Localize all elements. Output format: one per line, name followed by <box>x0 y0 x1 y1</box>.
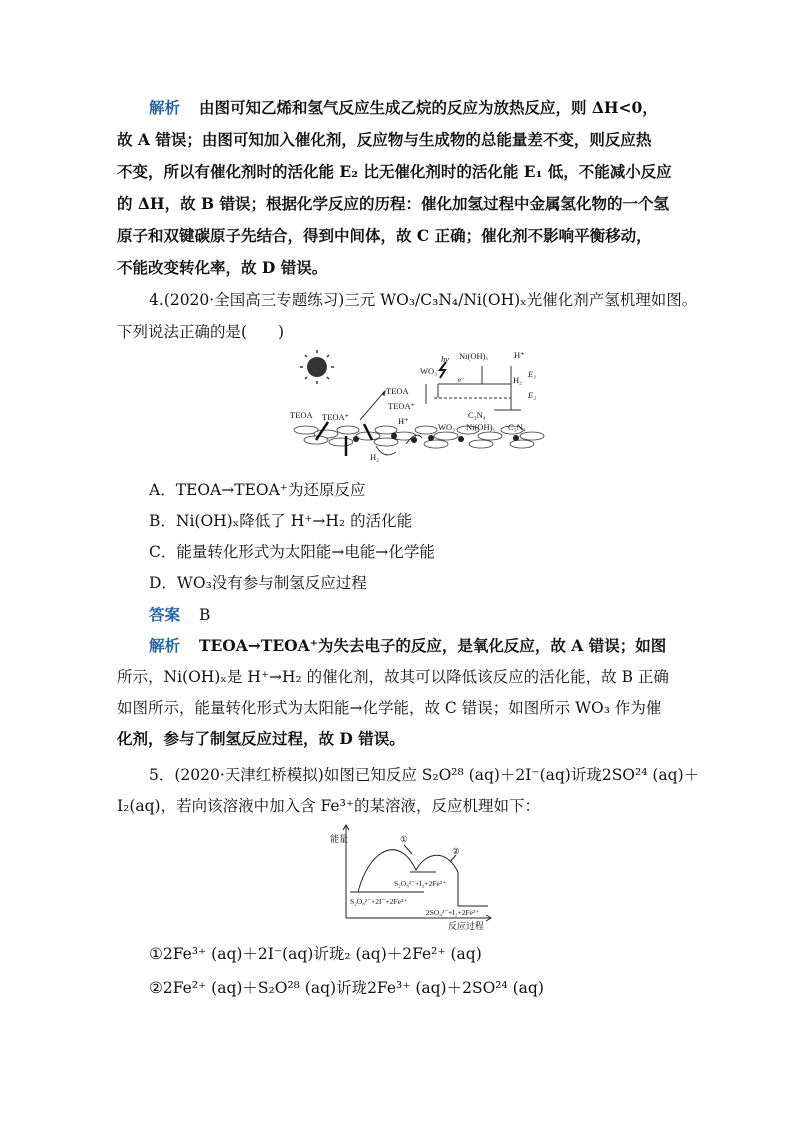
q4-analysis-line-1 <box>149 636 666 656</box>
q4-analysis-line-2: 所示，Ni(OH)ₓ是 H⁺→H₂ 的催化剂，故其可以降低该反应的活化能，故 B 正确 <box>117 668 669 686</box>
q4-analysis-line-3: 如图所示，能量转化形式为太阳能→化学能，故 C 错误；如图所示 WO₃ 作为催 <box>117 699 662 717</box>
c3n4-label-bottom: C₃N₄ <box>508 422 526 432</box>
q5-peak-1-label: ① <box>400 834 408 844</box>
q4-analysis-text-1: TEOA→TEOA⁺为失去电子的反应，是氧化反应，故 A 错误；如图 <box>198 636 667 655</box>
q4-answer-value: B <box>198 606 211 624</box>
h-plus-label-bottom: H⁺ <box>398 416 409 426</box>
q3-analysis-line-4: 的 ΔH，故 B 错误；根据化学反应的历程：催化加氢过程中金属氢化物的一个氢 <box>117 194 669 213</box>
q5-state-start: S₂O₈²⁻+2I⁻+2Fe³⁺ <box>350 897 408 906</box>
q5-stem-1: 5．(2020·天津红桥模拟)如图已知反应 S₂O²⁸ (aq)＋2I⁻(aq)䜣珑2SO²⁴ (aq)＋ <box>149 766 700 784</box>
q4-option-d: D．WO₃没有参与制氢反应过程 <box>149 574 367 592</box>
q4-option-b: B．Ni(OH)ₓ降低了 H⁺→H₂ 的活化能 <box>149 512 413 530</box>
teoa-plus-label-top: TEOA⁺ <box>388 401 416 411</box>
q3-analysis-line-5: 原子和双键碳原子先结合，得到中间体，故 C 正确；催化剂不影响平衡移动， <box>117 226 652 245</box>
q5-ylabel: 能量 <box>330 834 349 844</box>
h-plus-label-top: H⁺ <box>514 350 525 360</box>
sun-icon <box>300 350 334 384</box>
q4-analysis-label: 解析 <box>149 637 181 655</box>
q4-option-a: A．TEOA→TEOA⁺为还原反应 <box>149 481 366 499</box>
q5-state-mid: S₂O₈²⁻+I₂+2Fe²⁺ <box>394 879 447 888</box>
q3-analysis-line-1 <box>149 98 658 118</box>
q5-stem-2: I₂(aq)，若向该溶液中加入含 Fe³⁺的某溶液，反应机理如下： <box>117 797 540 815</box>
wo3-label-bottom: WO₃ <box>438 422 456 432</box>
q5-energy-figure <box>328 822 498 932</box>
c3n4-label-top: C₃N₄ <box>468 410 486 420</box>
q4-figure-photocatalyst <box>286 344 556 466</box>
q3-analysis-label: 解析 <box>149 99 181 117</box>
niohx-label-bottom: Ni(OH)ₓ <box>466 422 495 432</box>
q3-analysis-line-2: 故 A 错误；由图可知加入催化剂，反应物与生成物的总能量差不变，则反应热 <box>117 130 652 149</box>
teoa-label-left: TEOA <box>290 410 313 420</box>
q4-answer-label: 答案 <box>149 606 181 624</box>
q3-analysis-line-6: 不能改变转化率，故 D 错误。 <box>117 258 328 277</box>
q5-peak-2-label: ② <box>452 846 460 856</box>
e1-label: E₁ <box>528 369 537 379</box>
q3-analysis-text-1: 由图可知乙烯和氢气反应生成乙烷的反应为放热反应，则 ΔH<0， <box>198 98 658 117</box>
h2-label-top: H₂ <box>513 375 523 385</box>
h2-label-bottom: H₂ <box>370 452 380 462</box>
q4-answer-line <box>149 605 210 625</box>
q4-stem-2: 下列说法正确的是( ) <box>117 323 285 341</box>
teoa-label-top: TEOA <box>386 386 409 396</box>
e2-label: E₂ <box>528 390 537 400</box>
electron-label: e⁻ <box>458 376 465 384</box>
teoa-plus-label-left: TEOA⁺ <box>322 412 350 422</box>
q5-state-end: 2SO₄²⁻+I₂+2Fe³⁺ <box>426 908 480 917</box>
q3-analysis-line-3: 不变，所以有催化剂时的活化能 E₂ 比无催化剂时的活化能 E₁ 低，不能减小反应 <box>117 162 672 181</box>
niohx-label-top: Ni(OH)ₓ <box>459 351 488 361</box>
q5-eq-1: ①2Fe³⁺ (aq)＋2I⁻(aq)䜣珑₂ (aq)＋2Fe²⁺ (aq) <box>149 945 482 963</box>
hv-label: hν <box>441 354 450 364</box>
q4-stem-1: 4.(2020·全国高三专题练习)三元 WO₃/C₃N₄/Ni(OH)ₓ光催化剂产氢机理如图。 <box>149 291 698 309</box>
q4-analysis-line-4: 化剂，参与了制氢反应过程，故 D 错误。 <box>117 729 405 748</box>
wo3-label-top: WO₃ <box>420 366 438 376</box>
q4-option-c: C．能量转化形式为太阳能→电能→化学能 <box>149 543 435 561</box>
q5-xlabel: 反应过程 <box>448 921 485 931</box>
q5-eq-2: ②2Fe²⁺ (aq)＋S₂O²⁸ (aq)䜣珑2Fe³⁺ (aq)＋2SO²⁴ (aq) <box>149 979 544 997</box>
